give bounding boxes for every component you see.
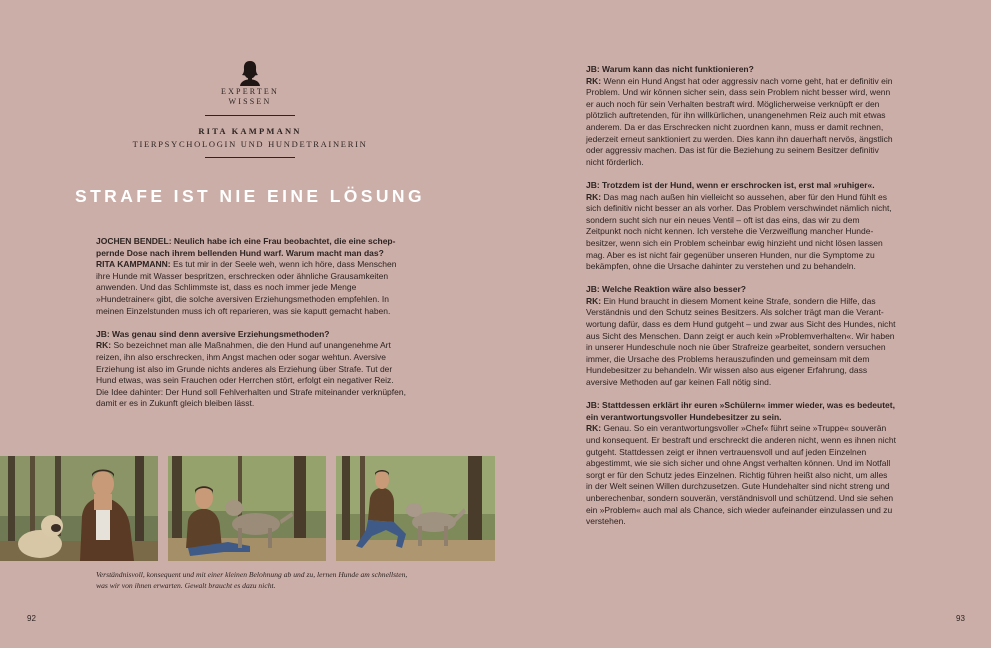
answer-label: RK: [96,340,112,351]
page-number-right: 93 [956,614,965,623]
interview-paragraph [586,180,896,273]
photo-man-kneeling-with-dog [336,456,495,561]
question: JB: Trotzdem ist der Hund, wenn er erschrocken ist, erst mal »ruhiger«. [586,179,875,190]
left-body-text [96,236,408,422]
question: JB: Welche Reaktion wäre also besser? [586,284,746,295]
kicker-line-1: EXPERTEN [220,87,279,96]
answer: Es tut mir in der Seele weh, wenn ich höre, dass Menschen ihre Hunde mit Wasser bespritzen, erschrecken oder ähnliche Grausamkeiten anwenden. Und das Schlimmste ist, dass es noch immer jede Menge »Hundetrainer« gibt, die solche aversiven Erziehungsmethoden empfehlen. In meinen Einzelstunden muss ich oft reparieren, was sie kaputt gemacht haben. [96,259,397,316]
interview-paragraph [96,329,408,410]
question: JB: Stattdessen erklärt ihr euren »Schülern« immer wieder, was es bedeutet, ein verantwortungsvoller Hundebesitzer zu sein. [586,400,895,422]
headline: STRAFE IST NIE EINE LÖSUNG [75,186,425,206]
answer: Ein Hund braucht in diesem Moment keine Strafe, sondern die Hilfe, das Verständnis und den Schutz seines Besitzers. Als solcher trägt man die Verantwortung dafür, dass es dem Hund gutgeht – und zwar aus Sicht des Hundes, nicht aus Sicht des Menschen. Dann zeigt er auch kein »Problemverhalten«. Wir haben in unserer Hundeschule noch nie über Strafreize gearbeitet, sondern versuchen immer, die Ursache des Problems herauszufinden und gemeinsam mit dem Hundebesitzer zu behandeln. Wir wissen also aus eigener Erfahrung, dass aversive Methoden auf gar keinen Fall nötig sind. [586,295,896,388]
interview-paragraph [586,284,896,388]
photo-man-with-pug [0,456,158,561]
divider-bottom [205,157,295,158]
question: JB: Warum kann das nicht funktionieren? [586,64,754,74]
kicker-line-2: WISSEN [228,97,272,106]
answer: Wenn ein Hund Angst hat oder aggressiv nach vorne geht, hat er definitiv ein Problem. Und wir können sicher sein, dass sein Problem nicht besser wird, wenn er auch noch für sein Verhalten bestraft wird. Möglicherweise verknüpft er den plötzlich auftretenden, für ihn willkürlichen, unangenehmen Reiz auch mit etwas anderem. Da er das Erschrecken nicht zuordnen kann, muss er damit rechnen, jederzeit erneut sanktioniert zu werden. Dies kann ihn dauerhaft nervös, ängstlich oder aggressiv machen. Das ist für die Beziehung zu seinem Besitzer definitiv nicht förderlich. [586,75,893,167]
answer: Das mag nach außen hin vielleicht so aussehen, aber für den Hund fühlt es sich definitiv nicht besser an als vorher. Das Problem verschwindet nämlich nicht, sondern sucht sich nur ein neues Ventil – oft ist das eins, das wir zu dem Zeitpunkt noch nicht kennen. Ich verstehe die Verzweiflung mancher Hundebesitzer, wenn sich ein Problem scheinbar ewig hinzieht und nicht lösen lassen mag. Aber es ist nicht fair gegenüber unseren Hunden, nur die Symptome zu bekämpfen, ohne die Ursache dahinter zu verstehen und zu behandeln. [586,191,892,272]
author-name: RITA KAMPMANN [198,126,302,136]
divider-top [205,115,295,116]
author-role: TIERPSYCHOLOGIN UND HUNDETRAINERIN [132,139,368,149]
question: JB: Was genau sind denn aversive Erziehungsmethoden? [96,328,330,339]
answer: Genau. So ein verantwortungsvoller »Chef« führt seine »Truppe« souverän und konsequent. Er bestraft und erschreckt die anderen nicht, wenn es ihnen nicht gutgeht. Stattdessen zeigt er ihnen vertrauensvoll und auf jeden Einzelnen abgestimmt, wie sie sich sicher und ohne Angst verhalten können. Und im Notfall sorgt er für den Schutz jedes Einzelnen. Richtig führen heißt also nicht, um alles in der Welt seinen Willen durchzusetzen. Gute Hundehalter sind nicht streng und unberechenbar, sondern souverän, verständnisvoll und schützend. Und sie sehen ein »Problem« auch mal als Chance, sich wieder aufeinander einzulassen und zu verstehen. [586,423,896,527]
page-number-left: 92 [27,614,36,623]
left-page [0,0,495,648]
question: JOCHEN BENDEL: Neulich habe ich eine Frau beobachtet, die eine scheppernde Dose nach ihrem bellenden Hund warf. Warum macht man das? [96,236,396,258]
interview-paragraph [586,64,896,168]
answer-label: RK: [586,191,602,202]
photo-caption: Verständnisvoll, konsequent und mit einer kleinen Belohnung ab und zu, lernen Hunde am schnellsten, was wir von ihnen erwarten. Gewalt braucht es dazu nicht. [96,570,408,590]
answer-label: RK: [586,295,602,306]
woman-silhouette-icon [239,60,261,86]
right-page [496,0,991,648]
answer: So bezeichnet man alle Maßnahmen, die den Hund auf unangenehme Art reizen, ihn also erschrecken, ihm Angst machen oder sogar wehtun. Aversive Erziehung ist also im Grunde nichts anderes als Erziehung über Strafe. Tut der Hund etwas, was sein Frauchen oder Herrchen stört, erfolgt ein negativer Reiz. Die Idee dahinter: Der Hund soll Fehlverhalten und Strafe miteinander verknüpfen, damit er es in Zukunft gleich bleiben lässt. [96,340,406,409]
interview-paragraph [586,400,896,528]
right-body-text [586,64,896,539]
answer-label: RK: [586,423,602,434]
answer-label: RITA KAMPMANN: [96,259,171,270]
answer-label: RK: [586,75,602,86]
interview-paragraph [96,236,408,317]
photo-man-sitting-with-dog [168,456,326,561]
